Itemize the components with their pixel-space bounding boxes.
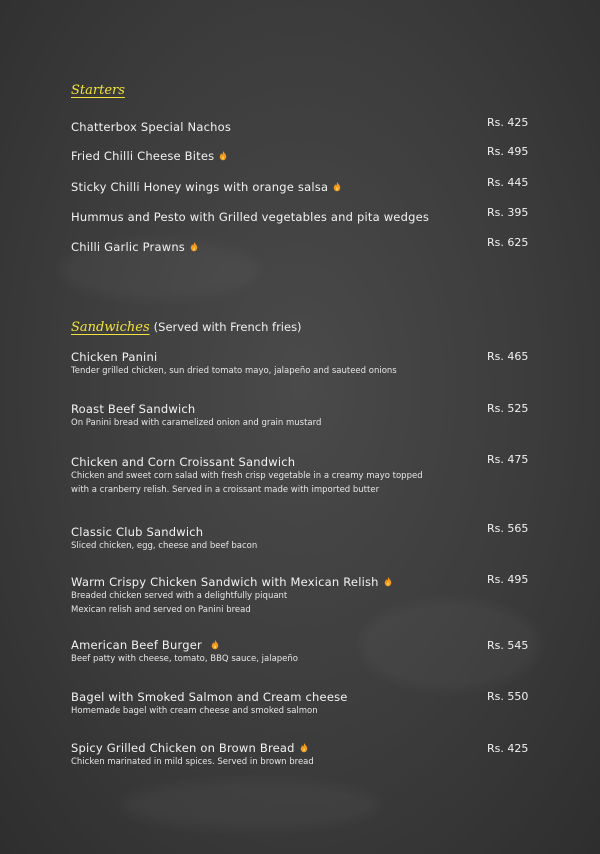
menu-item	[71, 638, 531, 666]
item-name: Bagel with Smoked Salmon and Cream cheese	[71, 690, 348, 704]
item-name: Chilli Garlic Prawns	[71, 240, 186, 254]
item-description: Mexican relish and served on Panini bread	[71, 605, 251, 615]
item-price: Rs. 550	[487, 690, 529, 703]
item-description: Tender grilled chicken, sun dried tomato mayo, jalapeño and sauteed onions	[71, 366, 397, 376]
menu-item	[71, 741, 531, 769]
item-name: Classic Club Sandwich	[71, 525, 204, 539]
menu-item	[71, 455, 531, 497]
item-name: Chicken and Corn Croissant Sandwich	[71, 455, 296, 469]
item-name-row	[71, 638, 531, 652]
chili-flame-icon	[219, 146, 227, 156]
item-price: Rs. 545	[487, 639, 529, 652]
item-description: Beef patty with cheese, tomato, BBQ sauce, jalapeño	[71, 654, 299, 664]
item-price: Rs. 465	[487, 350, 529, 363]
menu-item	[71, 206, 531, 225]
item-name: Roast Beef Sandwich	[71, 402, 196, 416]
item-price: Rs. 445	[487, 176, 529, 189]
item-description: with a cranberry relish. Served in a croissant made with imported butter	[71, 485, 380, 495]
item-name-row	[71, 575, 531, 589]
item-price: Rs. 525	[487, 402, 529, 415]
menu-item	[71, 145, 531, 164]
item-price: Rs. 565	[487, 522, 529, 535]
item-description: Sliced chicken, egg, cheese and beef bacon	[71, 541, 258, 551]
item-price: Rs. 625	[487, 236, 529, 249]
item-name: Hummus and Pesto with Grilled vegetables and pita wedges	[71, 210, 430, 224]
item-price: Rs. 395	[487, 206, 529, 219]
item-name: Chicken Panini	[71, 350, 158, 364]
item-name: Fried Chilli Cheese Bites	[71, 149, 215, 163]
item-description: Chicken and sweet corn salad with fresh crisp vegetable in a creamy mayo topped	[71, 471, 423, 481]
item-name: Sticky Chilli Honey wings with orange salsa	[71, 180, 329, 194]
sandwiches-heading	[71, 320, 302, 335]
item-name: Chatterbox Special Nachos	[71, 120, 232, 134]
chili-flame-icon	[300, 742, 308, 752]
item-name: Warm Crispy Chicken Sandwich with Mexican Relish	[71, 575, 379, 589]
menu-item	[71, 116, 531, 135]
item-description: Breaded chicken served with a delightfully piquant	[71, 591, 288, 601]
item-price: Rs. 425	[487, 116, 529, 129]
item-description: Chicken marinated in mild spices. Served in brown bread	[71, 757, 314, 767]
chili-flame-icon	[333, 177, 341, 187]
menu-item	[71, 350, 531, 378]
item-price: Rs. 475	[487, 453, 529, 466]
chili-flame-icon	[190, 237, 198, 247]
sandwiches-note: (Served with French fries)	[153, 320, 302, 334]
sandwiches-title: Sandwiches	[71, 320, 150, 335]
item-description: On Panini bread with caramelized onion and grain mustard	[71, 418, 322, 428]
item-price: Rs. 495	[487, 145, 529, 158]
item-name: American Beef Burger	[71, 638, 202, 652]
menu-item	[71, 575, 531, 617]
menu-item	[71, 176, 531, 195]
item-price: Rs. 425	[487, 742, 529, 755]
menu-item	[71, 690, 531, 718]
starters-heading: Starters	[71, 83, 125, 98]
menu-item	[71, 522, 531, 553]
item-price: Rs. 495	[487, 573, 529, 586]
chili-flame-icon	[211, 639, 219, 649]
chili-flame-icon	[384, 576, 392, 586]
item-name-row	[71, 741, 531, 755]
item-name: Spicy Grilled Chicken on Brown Bread	[71, 741, 295, 755]
item-description: Homemade bagel with cream cheese and smoked salmon	[71, 706, 318, 716]
menu-item	[71, 402, 531, 430]
menu-item	[71, 236, 531, 255]
